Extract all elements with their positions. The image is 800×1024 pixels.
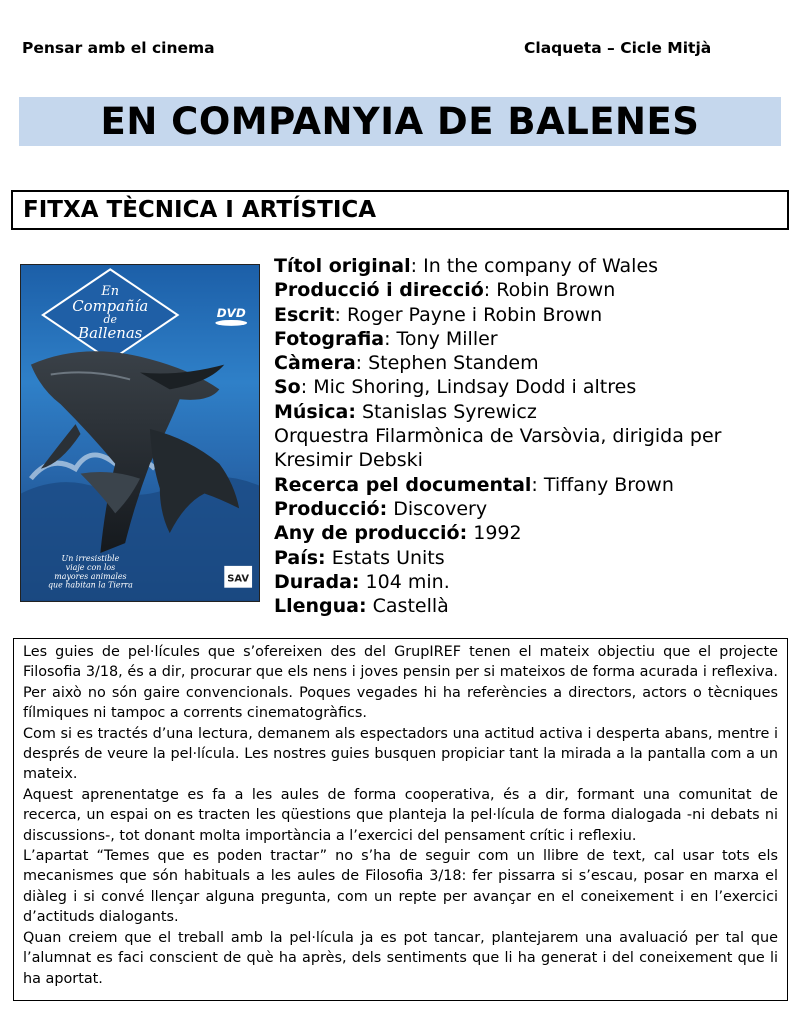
intro-paragraph: Quan creiem que el treball amb la pel·lícula ja es pot tancar, plantejarem una avaluació per tal que l’alumnat es faci conscient de què ha après, dels sentiments que li ha generat i del coneixement que li ha aportat. (23, 929, 778, 987)
credit-original-title: Títol original: In the company of Wales (274, 255, 659, 277)
poster-dvd-badge: DVD (216, 305, 246, 320)
poster-tagline-line2: viaje con los (65, 562, 116, 572)
credit-music-orchestra: Orquestra Filarmònica de Varsòvia, dirigida per (274, 425, 722, 448)
poster-title-line2: Compañía (72, 297, 149, 316)
intro-paragraph: Aquest aprenentatge es fa a les aules de forma cooperativa, és a dir, formant una comunitat de recerca, un espai on es tracten les qüestions que planteja la pel·lícula de forma dialogada -ni debats ni discussions-, tot donant molta importància a l’exercici del pensament crític i reflexiu. (23, 786, 778, 844)
header-course-name: Pensar amb el cinema (22, 39, 215, 57)
poster-logo-text: SAV (227, 573, 250, 585)
credit-country: País: Estats Units (274, 546, 445, 569)
credits-list (274, 254, 794, 618)
intro-paragraph: Les guies de pel·lícules que s’ofereixen des del GrupIREF tenen el mateix objectiu que el projecte Filosofia 3/18, és a dir, procurar que els nens i joves pensin per si mateixos de forma acurada i reflexiva. Per això no són gaire convencionals. Poques vegades hi ha referències a directors, actors o tècniques fílmiques ni tampoc a corrents cinematogràfics. (23, 644, 778, 722)
intro-paragraph: Com si es tractés d’una lectura, demanem als espectadors una actitud activa i desperta abans, mentre i després de veure la pel·lícula. Les nostres guies busquen propiciar tant la mirada a la pantalla com a un mateix. (23, 725, 778, 783)
credit-photography: Fotografia: Tony Miller (274, 327, 498, 350)
credit-producer: Producció: Discovery (274, 497, 488, 520)
credit-music-conductor: Kresimir Debski (274, 449, 423, 472)
credit-research: Recerca pel documental: Tiffany Brown (274, 473, 674, 496)
section-title: FITXA TÈCNICA I ARTÍSTICA (23, 197, 377, 223)
poster-tagline-line1: Un irresistible (61, 553, 120, 563)
credit-sound: So: Mic Shoring, Lindsay Dodd i altres (274, 376, 637, 399)
header-cycle-name: Claqueta – Cicle Mitjà (524, 39, 712, 57)
poster-title-line4: Ballenas (78, 323, 143, 342)
page-title: EN COMPANYIA DE BALENES (100, 100, 700, 143)
credit-language: Llengua: Castellà (274, 595, 449, 618)
credit-camera: Càmera: Stephen Standem (274, 352, 539, 375)
intro-paragraph: L’apartat “Temes que es poden tractar” no s’ha de seguir com un llibre de text, cal usar tots els mecanismes que són habituals a les aules de Filosofia 3/18: fer pissarra si s’escau, posar en marxa el diàleg i si convé llençar alguna pregunta, com un repte per avançar en el coneixement i en l’exercici d’actituds dialogants. (23, 848, 778, 926)
poster-tagline-line3: mayores animales (54, 571, 127, 581)
dvd-logo-icon (215, 306, 247, 326)
credit-production-direction: Producció i direcció: Robin Brown (274, 279, 616, 302)
credit-music: Música: Stanislas Syrewicz (274, 400, 537, 423)
intro-text-box (13, 638, 788, 1001)
poster-tagline-line4: que habitan la Tierra (47, 580, 133, 590)
poster-title-line3: de (103, 312, 117, 326)
section-heading-box (11, 190, 789, 230)
credit-year: Any de producció: 1992 (274, 522, 522, 545)
movie-poster (20, 264, 260, 602)
title-band (19, 97, 781, 146)
credit-writer: Escrit: Roger Payne i Robin Brown (274, 303, 603, 326)
poster-title-plate (43, 269, 178, 360)
poster-artwork (21, 265, 259, 601)
credit-duration: Durada: 104 min. (274, 570, 450, 593)
poster-title-line1: En (101, 284, 120, 300)
distributor-logo-icon (224, 566, 252, 588)
